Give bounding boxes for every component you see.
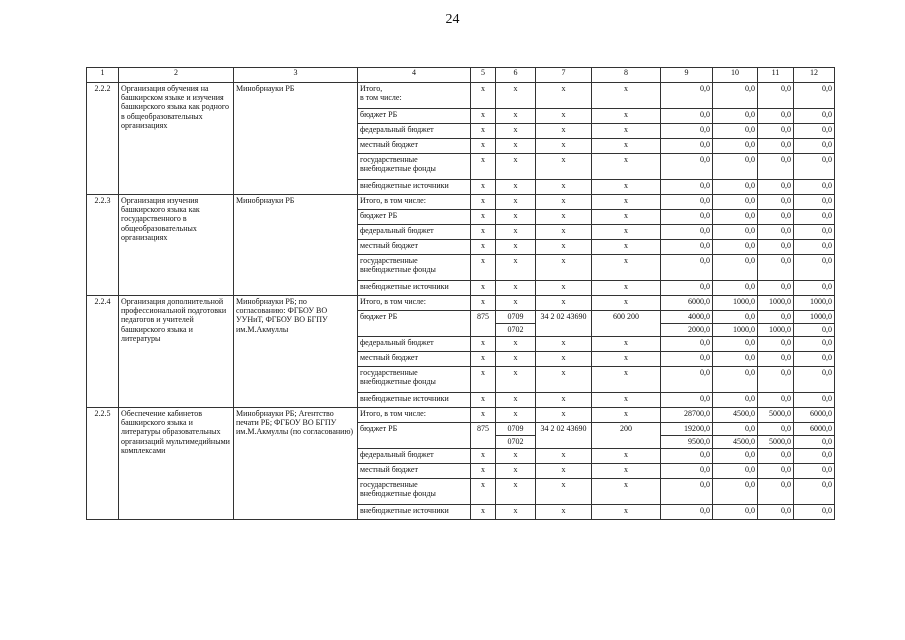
header-cell: 12 — [794, 68, 835, 83]
source-label: Итого, в том числе: — [358, 83, 471, 109]
table-cell: 0,0 — [661, 225, 713, 240]
source-label: государственные внебюджетные фонды — [358, 367, 471, 393]
table-cell: 5000,0 — [758, 408, 794, 423]
table-cell: х — [592, 296, 661, 311]
table-cell: 0,0 — [713, 464, 758, 479]
table-cell: х — [496, 195, 536, 210]
table-cell: х — [471, 352, 496, 367]
table-cell: 1000,0 — [713, 296, 758, 311]
source-label: Итого, в том числе: — [358, 408, 471, 423]
table-cell: 0,0 — [758, 255, 794, 281]
table-row — [87, 408, 835, 423]
table-cell: х — [471, 139, 496, 154]
table-cell: х — [536, 505, 592, 520]
table-cell: 0,0 — [713, 195, 758, 210]
table-cell: 0,0 — [758, 449, 794, 464]
source-label: внебюджетные источники — [358, 281, 471, 296]
source-label: бюджет РБ — [358, 210, 471, 225]
table-cell: 0709 — [496, 423, 536, 436]
table-cell: 0,0 — [794, 337, 835, 352]
table-cell: х — [592, 352, 661, 367]
table-cell: 0,0 — [661, 195, 713, 210]
table-cell: 0,0 — [713, 311, 758, 324]
table-cell: 6000,0 — [661, 296, 713, 311]
table-cell: х — [592, 240, 661, 255]
table-cell: 0,0 — [794, 449, 835, 464]
table-cell: х — [536, 352, 592, 367]
table-cell: х — [471, 195, 496, 210]
item-number: 2.2.2 — [87, 83, 119, 195]
table-cell: 1000,0 — [794, 311, 835, 324]
table-cell: х — [496, 408, 536, 423]
table-cell: х — [496, 479, 536, 505]
table-cell: 0,0 — [758, 281, 794, 296]
table-cell: х — [536, 124, 592, 139]
table-cell: х — [496, 210, 536, 225]
table-cell: 0,0 — [661, 352, 713, 367]
table-cell: 0,0 — [794, 464, 835, 479]
table-cell: х — [536, 449, 592, 464]
table-cell: х — [471, 505, 496, 520]
table-cell: х — [471, 464, 496, 479]
table-cell: 0,0 — [758, 311, 794, 324]
table-cell: 0,0 — [794, 83, 835, 109]
table-cell: 0,0 — [713, 449, 758, 464]
table-cell: 0,0 — [713, 225, 758, 240]
source-label: государственные внебюджетные фонды — [358, 255, 471, 281]
table-cell: 0,0 — [661, 154, 713, 180]
table-cell: 4500,0 — [713, 408, 758, 423]
header-row — [87, 68, 835, 83]
table-cell: х — [592, 367, 661, 393]
table-cell: 0,0 — [713, 139, 758, 154]
table-cell: х — [592, 109, 661, 124]
item-executor: Минобрнауки РБ — [234, 83, 358, 195]
table-cell: х — [496, 255, 536, 281]
table-cell: х — [496, 139, 536, 154]
table-cell: 0,0 — [661, 83, 713, 109]
table-cell: 0,0 — [713, 337, 758, 352]
table-cell: х — [592, 464, 661, 479]
table-cell: 0,0 — [758, 352, 794, 367]
table-cell: 0,0 — [794, 352, 835, 367]
table-cell: 19200,0 — [661, 423, 713, 436]
table-cell: 1000,0 — [758, 296, 794, 311]
source-label: бюджет РБ — [358, 311, 471, 337]
table-cell: 0,0 — [794, 154, 835, 180]
table-cell: 875 — [471, 423, 496, 449]
source-label: федеральный бюджет — [358, 225, 471, 240]
table-cell: х — [471, 225, 496, 240]
table-cell: 875 — [471, 311, 496, 337]
table-cell: 0,0 — [758, 180, 794, 195]
table-cell: х — [592, 124, 661, 139]
header-cell: 7 — [536, 68, 592, 83]
table-cell: х — [471, 109, 496, 124]
table-cell: х — [496, 296, 536, 311]
table-cell: х — [471, 337, 496, 352]
table-cell: х — [496, 464, 536, 479]
source-label: Итого, в том числе: — [358, 195, 471, 210]
table-cell: х — [471, 255, 496, 281]
table-cell: 0,0 — [661, 210, 713, 225]
table-cell: х — [592, 479, 661, 505]
table-cell: 9500,0 — [661, 436, 713, 449]
table-cell: 0,0 — [713, 505, 758, 520]
table-cell: х — [496, 154, 536, 180]
table-cell: 0,0 — [758, 423, 794, 436]
header-cell: 2 — [119, 68, 234, 83]
table-cell: 0,0 — [794, 436, 835, 449]
table-cell: 0,0 — [794, 479, 835, 505]
table-cell: х — [471, 210, 496, 225]
table-cell: 0,0 — [713, 352, 758, 367]
source-label: федеральный бюджет — [358, 124, 471, 139]
table-cell: 0702 — [496, 324, 536, 337]
table-cell: х — [592, 281, 661, 296]
table-cell: х — [471, 408, 496, 423]
header-cell: 5 — [471, 68, 496, 83]
table-cell: х — [536, 83, 592, 109]
table-cell: 0,0 — [661, 464, 713, 479]
table-cell: 0,0 — [794, 195, 835, 210]
table-cell: 0,0 — [661, 505, 713, 520]
source-label: государственные внебюджетные фонды — [358, 154, 471, 180]
table-cell: 0,0 — [758, 124, 794, 139]
header-cell: 6 — [496, 68, 536, 83]
table-cell: 0,0 — [794, 240, 835, 255]
table-cell: 0,0 — [758, 240, 794, 255]
table-cell: х — [536, 154, 592, 180]
item-number: 2.2.5 — [87, 408, 119, 520]
table-cell: х — [592, 210, 661, 225]
table-cell: 0,0 — [661, 367, 713, 393]
item-executor: Минобрнауки РБ — [234, 195, 358, 296]
table-cell: х — [471, 393, 496, 408]
table-cell: 0,0 — [713, 423, 758, 436]
table-cell: 0,0 — [758, 139, 794, 154]
table-cell: х — [496, 337, 536, 352]
table-cell: 0,0 — [713, 255, 758, 281]
table-cell: х — [536, 479, 592, 505]
table-cell: 6000,0 — [794, 423, 835, 436]
table-cell: 0709 — [496, 311, 536, 324]
table-cell: 2000,0 — [661, 324, 713, 337]
table-cell: 4500,0 — [713, 436, 758, 449]
table-cell: х — [592, 154, 661, 180]
table-cell: 0,0 — [758, 109, 794, 124]
source-label: внебюджетные источники — [358, 393, 471, 408]
table-cell: х — [471, 154, 496, 180]
item-executor: Минобрнауки РБ; по согласованию: ФГБОУ ВО УУНиТ, ФГБОУ ВО БГПУ им.М.Акмуллы — [234, 296, 358, 408]
table-cell: 1000,0 — [758, 324, 794, 337]
table-cell: 0,0 — [794, 393, 835, 408]
table-cell: 0,0 — [661, 139, 713, 154]
table-cell: х — [471, 124, 496, 139]
table-cell: х — [536, 393, 592, 408]
table-cell: 0,0 — [713, 281, 758, 296]
table-cell: 0702 — [496, 436, 536, 449]
table-cell: х — [592, 337, 661, 352]
table-cell: 0,0 — [758, 83, 794, 109]
table-cell: 0,0 — [661, 281, 713, 296]
table-cell: 5000,0 — [758, 436, 794, 449]
table-cell: 1000,0 — [794, 296, 835, 311]
table-cell: х — [496, 367, 536, 393]
table-cell: х — [592, 225, 661, 240]
table-cell: х — [536, 367, 592, 393]
table-cell: х — [592, 139, 661, 154]
source-label: бюджет РБ — [358, 423, 471, 449]
table-cell: х — [536, 139, 592, 154]
table-cell: 0,0 — [758, 210, 794, 225]
table-cell: 0,0 — [661, 124, 713, 139]
source-label: внебюджетные источники — [358, 505, 471, 520]
table-cell: х — [592, 255, 661, 281]
table-cell: х — [536, 255, 592, 281]
table-cell: 0,0 — [661, 479, 713, 505]
table-cell: 0,0 — [794, 505, 835, 520]
table-cell: х — [471, 281, 496, 296]
table-cell: 34 2 02 43690 — [536, 423, 592, 449]
table-cell: х — [496, 449, 536, 464]
source-label: федеральный бюджет — [358, 449, 471, 464]
table-cell: 0,0 — [713, 154, 758, 180]
table-cell: 0,0 — [713, 180, 758, 195]
table-cell: 0,0 — [758, 479, 794, 505]
table-row — [87, 83, 835, 109]
table-cell: х — [471, 367, 496, 393]
table-cell: 34 2 02 43690 — [536, 311, 592, 337]
table-cell: 0,0 — [794, 109, 835, 124]
table-cell: х — [536, 180, 592, 195]
table-cell: 0,0 — [794, 124, 835, 139]
header-cell: 10 — [713, 68, 758, 83]
header-cell: 4 — [358, 68, 471, 83]
table-cell: х — [471, 83, 496, 109]
table-cell: х — [592, 408, 661, 423]
table-cell: х — [496, 393, 536, 408]
item-name: Организация обучения на башкирском языке и изучения башкирского языка как родного в общеобразовательных организациях — [119, 83, 234, 195]
table-cell: 0,0 — [661, 337, 713, 352]
header-cell: 1 — [87, 68, 119, 83]
header-cell: 9 — [661, 68, 713, 83]
table-cell: 0,0 — [758, 367, 794, 393]
table-cell: 0,0 — [713, 240, 758, 255]
table-cell: х — [496, 109, 536, 124]
table-cell: х — [592, 195, 661, 210]
table-cell: х — [471, 296, 496, 311]
header-cell: 3 — [234, 68, 358, 83]
table-cell: х — [592, 83, 661, 109]
table-cell: 600 200 — [592, 311, 661, 337]
header-cell: 8 — [592, 68, 661, 83]
table-cell: х — [496, 180, 536, 195]
table-cell: х — [536, 464, 592, 479]
table-cell: х — [536, 408, 592, 423]
budget-table — [86, 67, 835, 520]
table-cell: 0,0 — [713, 124, 758, 139]
table-cell: 0,0 — [794, 139, 835, 154]
table-cell: 0,0 — [713, 479, 758, 505]
table-cell: 0,0 — [713, 367, 758, 393]
table-cell: 200 — [592, 423, 661, 449]
table-cell: 0,0 — [661, 255, 713, 281]
item-number: 2.2.4 — [87, 296, 119, 408]
table-cell: х — [471, 180, 496, 195]
table-cell: 0,0 — [794, 180, 835, 195]
item-executor: Минобрнауки РБ; Агентство печати РБ; ФГБОУ ВО БГПУ им.М.Акмуллы (по согласованию) — [234, 408, 358, 520]
table-cell: х — [536, 281, 592, 296]
header-cell: 11 — [758, 68, 794, 83]
table-row — [87, 296, 835, 311]
table-cell: х — [471, 479, 496, 505]
table-cell: 0,0 — [661, 109, 713, 124]
table-cell: 0,0 — [713, 109, 758, 124]
table-cell: х — [536, 225, 592, 240]
item-number: 2.2.3 — [87, 195, 119, 296]
table-cell: 0,0 — [794, 210, 835, 225]
table-cell: 6000,0 — [794, 408, 835, 423]
table-cell: х — [592, 505, 661, 520]
table-cell: 0,0 — [713, 393, 758, 408]
table-cell: х — [471, 449, 496, 464]
table-cell: 0,0 — [758, 154, 794, 180]
source-label: государственные внебюджетные фонды — [358, 479, 471, 505]
table-cell: 0,0 — [661, 180, 713, 195]
table-cell: х — [592, 393, 661, 408]
table-cell: х — [536, 210, 592, 225]
table-cell: 0,0 — [758, 505, 794, 520]
source-label: местный бюджет — [358, 240, 471, 255]
table-cell: х — [496, 240, 536, 255]
source-label: Итого, в том числе: — [358, 296, 471, 311]
table-cell: х — [496, 124, 536, 139]
table-cell: 0,0 — [794, 324, 835, 337]
item-name: Организация изучения башкирского языка как государственного в общеобразовательных организациях — [119, 195, 234, 296]
item-name: Организация дополнительной профессиональной подготовки педагогов и учителей башкирского языка и литературы — [119, 296, 234, 408]
table-cell: 0,0 — [661, 240, 713, 255]
table-cell: 0,0 — [713, 210, 758, 225]
table-cell: 0,0 — [758, 464, 794, 479]
source-label: местный бюджет — [358, 139, 471, 154]
table-cell: х — [471, 240, 496, 255]
table-cell: х — [496, 352, 536, 367]
source-label: местный бюджет — [358, 464, 471, 479]
item-name: Обеспечение кабинетов башкирского языка и литературы образовательных организаций мультимедийными комплексами — [119, 408, 234, 520]
table-cell: х — [536, 337, 592, 352]
source-label: бюджет РБ — [358, 109, 471, 124]
table-cell: х — [536, 195, 592, 210]
table-cell: 0,0 — [758, 195, 794, 210]
table-cell: 0,0 — [794, 255, 835, 281]
table-cell: х — [496, 225, 536, 240]
table-cell: 0,0 — [758, 337, 794, 352]
table-cell: х — [592, 180, 661, 195]
source-label: федеральный бюджет — [358, 337, 471, 352]
table-cell: 0,0 — [661, 393, 713, 408]
table-cell: 0,0 — [661, 449, 713, 464]
table-cell: 0,0 — [758, 393, 794, 408]
table-cell: х — [536, 109, 592, 124]
table-cell: х — [496, 83, 536, 109]
table-cell: 28700,0 — [661, 408, 713, 423]
table-cell: х — [536, 296, 592, 311]
table-cell: х — [496, 281, 536, 296]
table-cell: 0,0 — [758, 225, 794, 240]
table-cell: х — [496, 505, 536, 520]
table-row — [87, 195, 835, 210]
table-cell: х — [536, 240, 592, 255]
source-label: местный бюджет — [358, 352, 471, 367]
page-number: 24 — [445, 12, 460, 27]
table-cell: 0,0 — [794, 281, 835, 296]
table-cell: 0,0 — [794, 367, 835, 393]
source-label: внебюджетные источники — [358, 180, 471, 195]
table-cell: х — [592, 449, 661, 464]
table-cell: 4000,0 — [661, 311, 713, 324]
table-cell: 1000,0 — [713, 324, 758, 337]
table-cell: 0,0 — [713, 83, 758, 109]
table-cell: 0,0 — [794, 225, 835, 240]
